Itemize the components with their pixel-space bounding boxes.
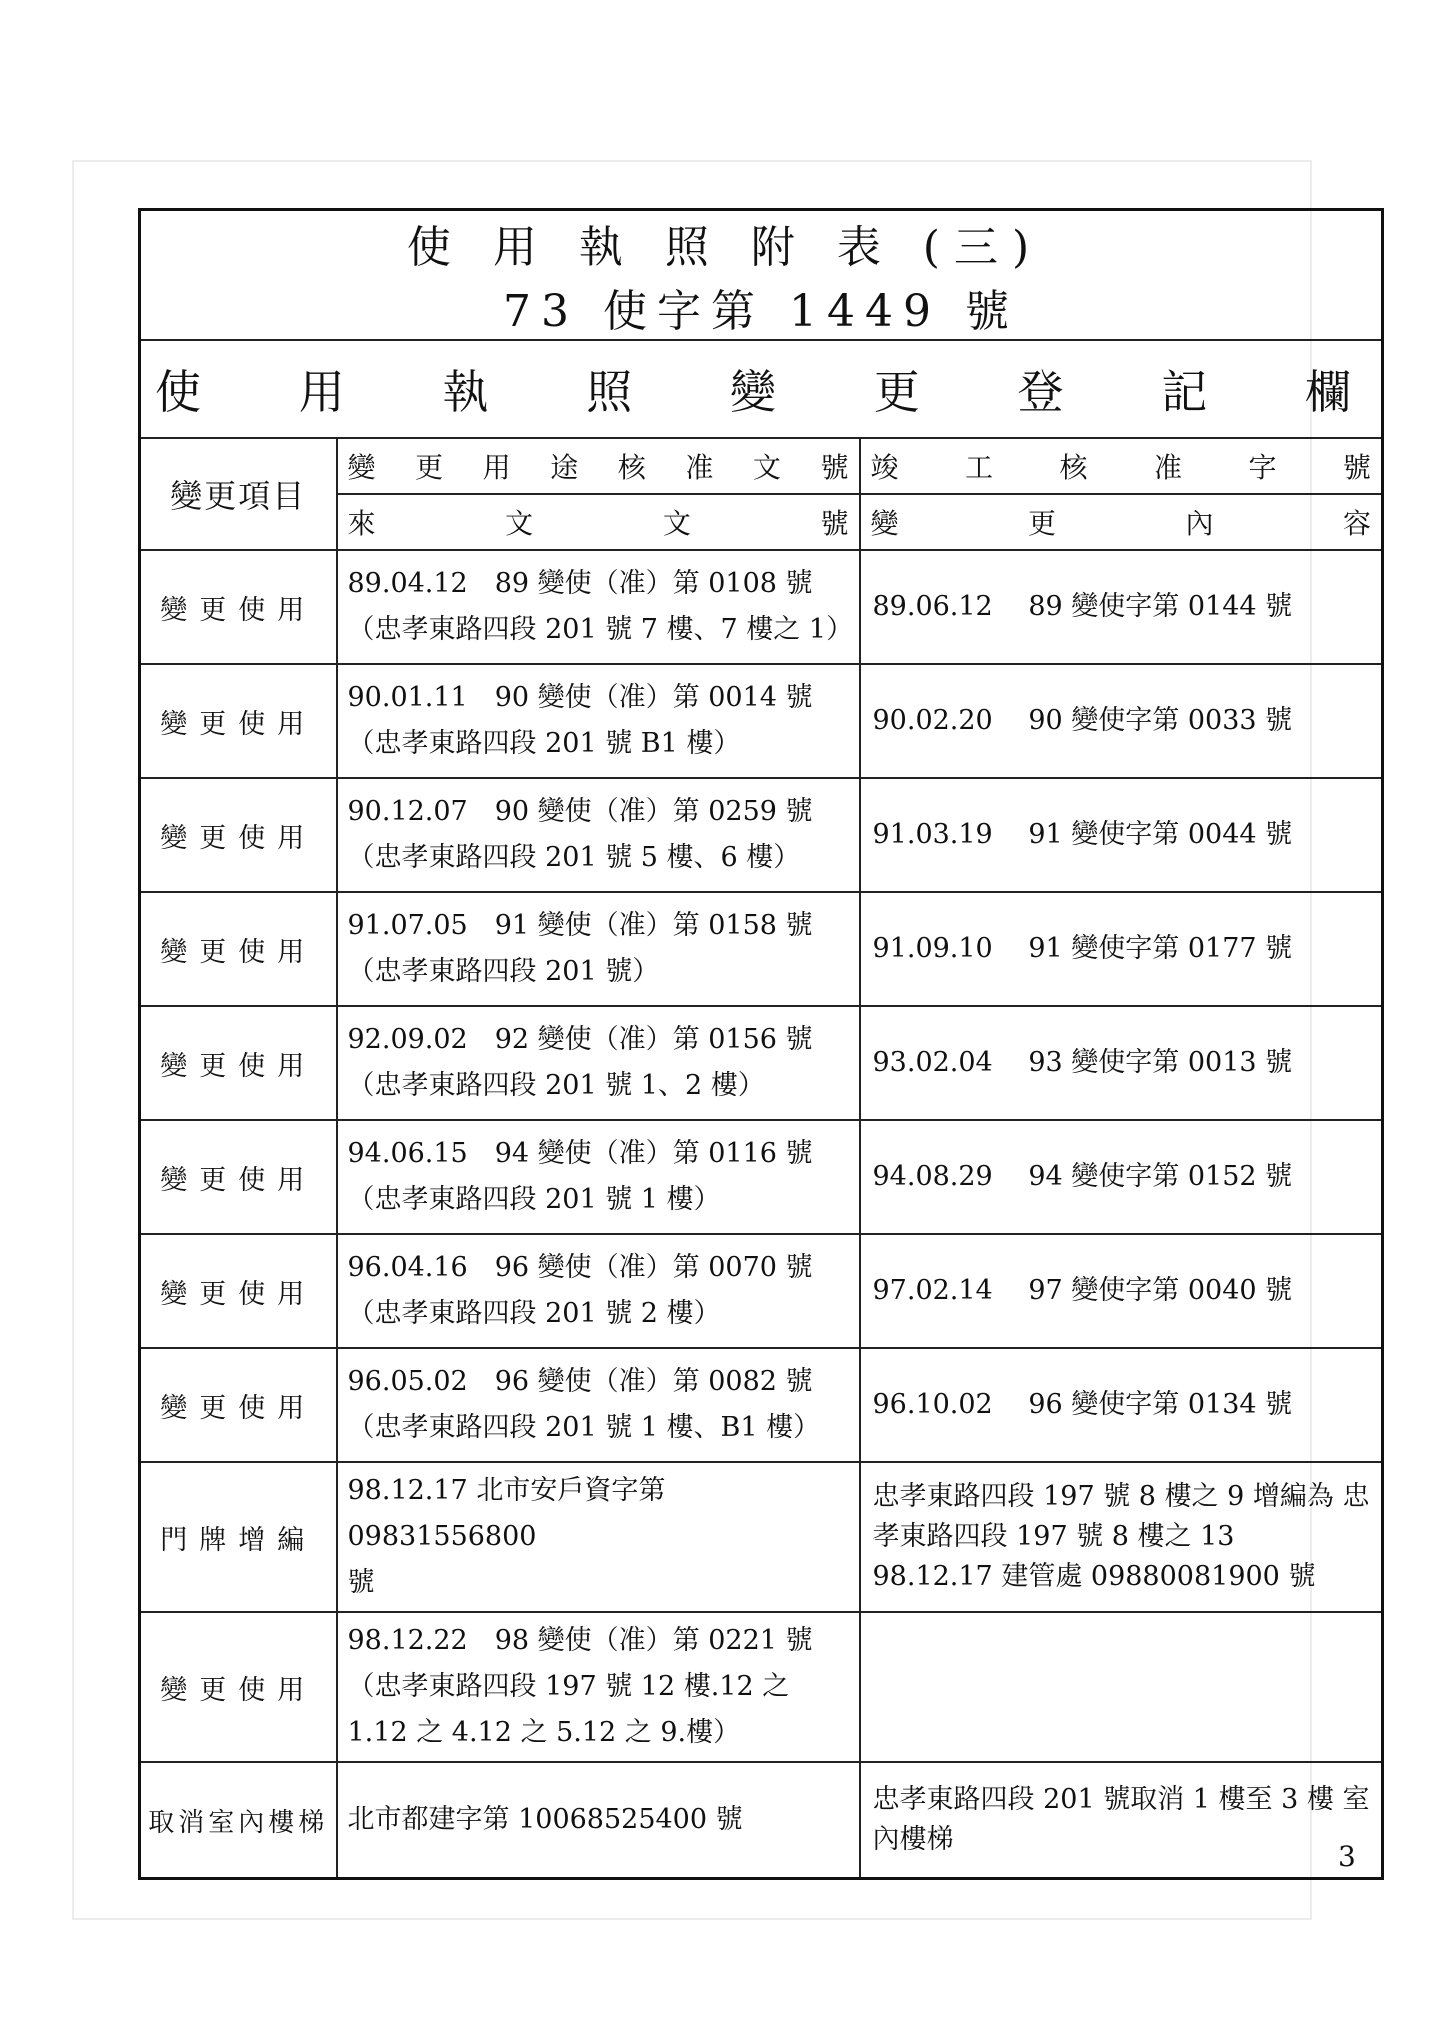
page-number: 3 bbox=[1338, 1840, 1356, 1873]
doc-line-1: 92.09.02 92 變使（准）第 0156 號 bbox=[347, 1024, 813, 1055]
approval-doc-cell bbox=[337, 892, 860, 1006]
doc-line-1: 90.12.07 90 變使（准）第 0259 號 bbox=[347, 796, 813, 827]
header-char: 用 bbox=[482, 451, 511, 484]
doc-line-2: （忠孝東路四段 201 號 1 樓、B1 樓） bbox=[347, 1412, 821, 1443]
completion-result-cell bbox=[860, 1762, 1383, 1879]
completion-result-cell bbox=[860, 664, 1383, 778]
approval-doc-cell bbox=[337, 1612, 860, 1762]
completion-result-cell bbox=[860, 1462, 1383, 1612]
header-char: 途 bbox=[550, 451, 579, 484]
header-change-item: 變更項目 bbox=[140, 438, 337, 550]
subtitle-char: 登 bbox=[1017, 365, 1064, 419]
header-char: 變 bbox=[870, 507, 899, 540]
header-incoming-doc bbox=[337, 494, 860, 550]
approval-doc-cell bbox=[337, 1348, 860, 1462]
doc-line-2: 號 bbox=[347, 1567, 375, 1598]
result-line-1: 忠孝東路四段 201 號取消 1 樓至 3 樓 室內樓梯 bbox=[872, 1784, 1370, 1855]
approval-doc-cell bbox=[337, 1006, 860, 1120]
completion-result-cell bbox=[860, 1348, 1383, 1462]
doc-line-2: （忠孝東路四段 201 號 1、2 樓） bbox=[347, 1070, 765, 1101]
doc-line-2: （忠孝東路四段 201 號） bbox=[347, 956, 660, 987]
header-char: 容 bbox=[1342, 507, 1371, 540]
header-char: 號 bbox=[1342, 451, 1371, 484]
header-char: 號 bbox=[820, 451, 849, 484]
result-line-1: 91.09.10 91 變使字第 0177 號 bbox=[872, 933, 1293, 964]
change-item-cell: 變更使用 bbox=[140, 1006, 337, 1120]
approval-doc-cell bbox=[337, 1462, 860, 1612]
table-row bbox=[140, 550, 1383, 664]
header-char: 來 bbox=[347, 507, 376, 540]
completion-result-cell bbox=[860, 778, 1383, 892]
result-line-1: 96.10.02 96 變使字第 0134 號 bbox=[872, 1389, 1293, 1420]
doc-line-1: 90.01.11 90 變使（准）第 0014 號 bbox=[347, 682, 813, 713]
change-item-cell: 變更使用 bbox=[140, 778, 337, 892]
result-line-1: 90.02.20 90 變使字第 0033 號 bbox=[872, 705, 1293, 736]
completion-result-cell bbox=[860, 1120, 1383, 1234]
completion-result-cell bbox=[860, 892, 1383, 1006]
change-item-cell: 變更使用 bbox=[140, 1120, 337, 1234]
header-char: 文 bbox=[752, 451, 781, 484]
change-item-cell: 變更使用 bbox=[140, 892, 337, 1006]
header-char: 核 bbox=[1059, 451, 1088, 484]
approval-doc-cell bbox=[337, 664, 860, 778]
result-line-1: 94.08.29 94 變使字第 0152 號 bbox=[872, 1161, 1293, 1192]
table-row bbox=[140, 1612, 1383, 1762]
result-line-2: 98.12.17 建管處 09880081900 號 bbox=[872, 1561, 1316, 1592]
header-char: 文 bbox=[505, 507, 534, 540]
title-right: 73 使字第 1449 號 bbox=[503, 286, 1019, 337]
table-row bbox=[140, 778, 1383, 892]
table-title bbox=[140, 210, 1383, 341]
doc-line-2: （忠孝東路四段 201 號 2 樓） bbox=[347, 1298, 721, 1329]
subtitle-char: 變 bbox=[730, 365, 776, 419]
doc-line-1: 98.12.22 98 變使（准）第 0221 號 bbox=[347, 1625, 813, 1656]
table-row bbox=[140, 1234, 1383, 1348]
completion-result-cell bbox=[860, 1234, 1383, 1348]
result-line-1: 93.02.04 93 變使字第 0013 號 bbox=[872, 1047, 1293, 1078]
doc-line-2: （忠孝東路四段 197 號 12 樓.12 之 1.12 之 4.12 之 5.12 之 9.樓） bbox=[347, 1671, 790, 1748]
table-row bbox=[140, 892, 1383, 1006]
header-char: 准 bbox=[1153, 451, 1182, 484]
doc-line-1: 96.04.16 96 變使（准）第 0070 號 bbox=[347, 1252, 813, 1283]
table-row bbox=[140, 1006, 1383, 1120]
doc-line-2: （忠孝東路四段 201 號 5 樓、6 樓） bbox=[347, 842, 801, 873]
completion-result-cell bbox=[860, 1006, 1383, 1120]
subtitle-char: 執 bbox=[442, 365, 489, 419]
change-item-cell: 門牌增編 bbox=[140, 1462, 337, 1612]
table-row bbox=[140, 1348, 1383, 1462]
doc-line-2: （忠孝東路四段 201 號 1 樓） bbox=[347, 1184, 721, 1215]
subtitle-char: 使 bbox=[155, 365, 201, 419]
change-item-cell: 變更使用 bbox=[140, 1234, 337, 1348]
doc-line-1: 98.12.17 北市安戶資字第 09831556800 bbox=[347, 1475, 666, 1552]
header-char: 核 bbox=[617, 451, 646, 484]
header-char: 准 bbox=[685, 451, 714, 484]
approval-doc-cell bbox=[337, 1234, 860, 1348]
header-char: 號 bbox=[820, 507, 849, 540]
title-left: 使 用 執 照 附 表 (三) bbox=[406, 222, 1044, 273]
result-line-1: 91.03.19 91 變使字第 0044 號 bbox=[872, 819, 1293, 850]
doc-line-1: 北市都建字第 10068525400 號 bbox=[347, 1804, 743, 1835]
doc-line-1: 94.06.15 94 變使（准）第 0116 號 bbox=[347, 1138, 813, 1169]
approval-doc-cell bbox=[337, 778, 860, 892]
approval-doc-cell bbox=[337, 1120, 860, 1234]
subtitle-char: 記 bbox=[1161, 365, 1208, 419]
table-row bbox=[140, 1462, 1383, 1612]
change-item-cell: 取消室內樓梯 bbox=[140, 1762, 337, 1879]
result-line-1: 忠孝東路四段 197 號 8 樓之 9 增編為 忠孝東路四段 197 號 8 樓之 13 bbox=[872, 1481, 1370, 1552]
permit-change-table bbox=[138, 208, 1384, 1880]
doc-line-1: 89.04.12 89 變使（准）第 0108 號 bbox=[347, 568, 813, 599]
doc-line-2: （忠孝東路四段 201 號 7 樓、7 樓之 1） bbox=[347, 614, 854, 645]
header-char: 工 bbox=[964, 451, 993, 484]
table-subtitle bbox=[140, 340, 1383, 438]
table-row bbox=[140, 1762, 1383, 1879]
header-char: 內 bbox=[1185, 507, 1214, 540]
header-char: 文 bbox=[662, 507, 691, 540]
header-char: 變 bbox=[347, 451, 376, 484]
header-change-content bbox=[860, 494, 1383, 550]
table-row bbox=[140, 1120, 1383, 1234]
subtitle-char: 用 bbox=[298, 365, 345, 419]
change-item-cell: 變更使用 bbox=[140, 664, 337, 778]
header-char: 更 bbox=[415, 451, 444, 484]
table-row bbox=[140, 664, 1383, 778]
approval-doc-cell bbox=[337, 1762, 860, 1879]
header-approval-doc bbox=[337, 438, 860, 494]
result-line-1: 89.06.12 89 變使字第 0144 號 bbox=[872, 591, 1293, 622]
header-char: 字 bbox=[1248, 451, 1277, 484]
change-item-cell: 變更使用 bbox=[140, 550, 337, 664]
completion-result-cell bbox=[860, 550, 1383, 664]
doc-line-1: 96.05.02 96 變使（准）第 0082 號 bbox=[347, 1366, 813, 1397]
header-char: 竣 bbox=[870, 451, 899, 484]
subtitle-char: 欄 bbox=[1305, 365, 1351, 419]
header-completion-no bbox=[860, 438, 1383, 494]
approval-doc-cell bbox=[337, 550, 860, 664]
doc-line-2: （忠孝東路四段 201 號 B1 樓） bbox=[347, 728, 741, 759]
subtitle-char: 更 bbox=[873, 365, 920, 419]
change-item-cell: 變更使用 bbox=[140, 1348, 337, 1462]
result-line-1: 97.02.14 97 變使字第 0040 號 bbox=[872, 1275, 1293, 1306]
doc-line-1: 91.07.05 91 變使（准）第 0158 號 bbox=[347, 910, 813, 941]
completion-result-cell bbox=[860, 1612, 1383, 1762]
change-item-cell: 變更使用 bbox=[140, 1612, 337, 1762]
header-char: 更 bbox=[1027, 507, 1056, 540]
subtitle-char: 照 bbox=[586, 365, 633, 419]
